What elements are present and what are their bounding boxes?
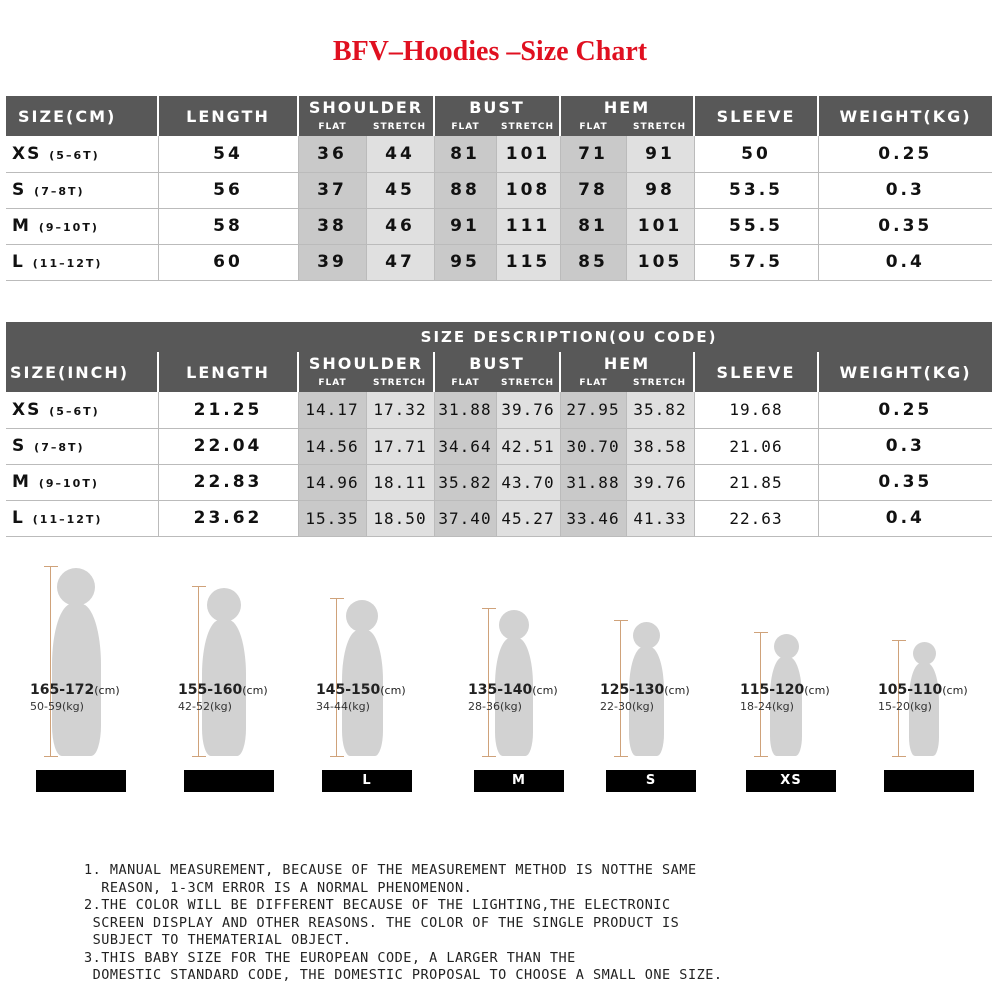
hem-stretch-cell: 101 [626, 208, 694, 244]
height-ruler [898, 640, 899, 756]
weight-value: 22-30 [600, 700, 632, 713]
sleeve-cell: 50 [694, 136, 818, 172]
weight-value: 50-59 [30, 700, 62, 713]
hem-flat-cell: 71 [560, 136, 626, 172]
size-figure [740, 562, 856, 802]
weight-cell: 0.25 [818, 392, 992, 428]
note-line: SUBJECT TO THEMATERIAL OBJECT. [84, 932, 352, 948]
shoulder-flat-cell: 14.96 [298, 464, 366, 500]
bust-stretch-cell: 45.27 [496, 500, 560, 536]
bust-stretch-cell: 115 [496, 244, 560, 280]
sleeve-cell: 55.5 [694, 208, 818, 244]
age-range: (7–8T) [34, 441, 85, 454]
weight-cell: 0.35 [818, 208, 992, 244]
hem-flat-cell: 27.95 [560, 392, 626, 428]
table-row [6, 500, 992, 536]
sleeve-cell: 19.68 [694, 392, 818, 428]
header-flat: FLAT [298, 374, 366, 392]
height-value: 155-160 [178, 682, 243, 698]
header-stretch: STRETCH [501, 378, 554, 388]
height-unit: (cm) [804, 684, 830, 697]
note-line: DOMESTIC STANDARD CODE, THE DOMESTIC PROPOSAL TO CHOOSE A SMALL ONE SIZE. [84, 967, 723, 983]
height-range-label [740, 682, 830, 698]
table-row [6, 136, 992, 172]
height-range-label [878, 682, 968, 698]
ruler-tick [754, 632, 768, 633]
hem-stretch-cell: 105 [626, 244, 694, 280]
shoulder-flat-cell: 39 [298, 244, 366, 280]
note-line: REASON, 1-3CM ERROR IS A NORMAL PHENOMENON. [84, 879, 473, 896]
hem-stretch-cell: 91 [626, 136, 694, 172]
weight-cell: 0.3 [818, 172, 992, 208]
shoulder-stretch-cell: 17.71 [366, 428, 434, 464]
hem-stretch-cell: 35.82 [626, 392, 694, 428]
height-value: 125-130 [600, 682, 665, 698]
ruler-tick [614, 620, 628, 621]
shoulder-stretch-cell: 18.50 [366, 500, 434, 536]
age-range: (11–12T) [32, 257, 103, 270]
header-hem: HEM [560, 96, 694, 118]
size-tag-bar: M [474, 770, 564, 792]
size-cell [6, 392, 158, 428]
weight-cell: 0.4 [818, 244, 992, 280]
hem-flat-cell: 33.46 [560, 500, 626, 536]
ruler-tick [44, 566, 58, 567]
weight-range-label [316, 700, 370, 713]
shoulder-stretch-cell: 17.32 [366, 392, 434, 428]
sleeve-cell: 21.06 [694, 428, 818, 464]
note-line: SCREEN DISPLAY AND OTHER REASONS. THE COLOR OF THE SINGLE PRODUCT IS [84, 914, 680, 931]
child-silhouette-head [207, 588, 241, 622]
shoulder-flat-cell: 37 [298, 172, 366, 208]
page-title: BFV–Hoodies –Size Chart [332, 36, 648, 67]
header-shoulder: SHOULDER [298, 352, 434, 374]
weight-value: 28-36 [468, 700, 500, 713]
bust-stretch-cell: 42.51 [496, 428, 560, 464]
table-row [6, 208, 992, 244]
hem-flat-cell: 81 [560, 208, 626, 244]
size-code: XS [12, 143, 42, 164]
height-ruler [198, 586, 199, 756]
age-range: (11–12T) [32, 513, 103, 526]
header-shoulder: SHOULDER [298, 96, 434, 118]
table-row [6, 464, 992, 500]
hem-stretch-cell: 39.76 [626, 464, 694, 500]
length-cell: 22.04 [158, 428, 298, 464]
child-silhouette-head [774, 634, 799, 659]
header-sleeve: SLEEVE [694, 96, 818, 136]
size-code: L [12, 252, 25, 272]
table-row [6, 244, 992, 280]
bust-stretch-cell: 108 [496, 172, 560, 208]
header-flat: FLAT [434, 374, 496, 392]
length-cell: 58 [158, 208, 298, 244]
size-cell [6, 208, 158, 244]
header-length: LENGTH [158, 352, 298, 392]
height-range-label [468, 682, 558, 698]
weight-unit: (kg) [209, 700, 232, 713]
child-silhouette-head [913, 642, 936, 665]
size-cell [6, 172, 158, 208]
weight-unit: (kg) [771, 700, 794, 713]
note-line: 2.THE COLOR WILL BE DIFFERENT BECAUSE OF THE LIGHTING,THE ELECTRONIC [84, 897, 671, 913]
size-code: M [12, 216, 31, 236]
size-chart-cm [6, 96, 992, 281]
size-figure [468, 562, 584, 802]
shoulder-flat-cell: 14.56 [298, 428, 366, 464]
header-weight: WEIGHT(KG) [818, 96, 992, 136]
size-code: S [12, 436, 27, 456]
length-cell: 56 [158, 172, 298, 208]
height-figures [0, 562, 1000, 802]
size-tag-bar [884, 770, 974, 792]
length-cell: 23.62 [158, 500, 298, 536]
age-range: (9–10T) [38, 477, 99, 490]
size-figure [178, 562, 294, 802]
header-flat: FLAT [560, 374, 626, 392]
header-stretch: STRETCH [501, 122, 554, 132]
notes [84, 862, 984, 985]
note-line: 3.THIS BABY SIZE FOR THE EUROPEAN CODE, A LARGER THAN THE [84, 949, 576, 966]
height-range-label [30, 682, 120, 698]
ruler-tick [330, 756, 344, 757]
size-figure [316, 562, 432, 802]
hem-flat-cell: 30.70 [560, 428, 626, 464]
weight-value: 18-24 [740, 700, 772, 713]
size-code: L [12, 508, 25, 528]
header-stretch: STRETCH [373, 378, 426, 388]
weight-unit: (kg) [631, 700, 654, 713]
weight-range-label [468, 700, 522, 713]
table-row [6, 172, 992, 208]
bust-flat-cell: 37.40 [434, 500, 496, 536]
shoulder-stretch-cell: 44 [366, 136, 434, 172]
length-cell: 54 [158, 136, 298, 172]
size-cell [6, 500, 158, 536]
height-value: 145-150 [316, 682, 381, 698]
length-cell: 60 [158, 244, 298, 280]
height-unit: (cm) [94, 684, 120, 697]
weight-range-label [178, 700, 232, 713]
shoulder-stretch-cell: 46 [366, 208, 434, 244]
shoulder-flat-cell: 38 [298, 208, 366, 244]
height-value: 165-172 [30, 682, 95, 698]
shoulder-flat-cell: 15.35 [298, 500, 366, 536]
bust-flat-cell: 34.64 [434, 428, 496, 464]
weight-unit: (kg) [499, 700, 522, 713]
weight-unit: (kg) [61, 700, 84, 713]
size-chart-inch [6, 322, 992, 537]
bust-flat-cell: 91 [434, 208, 496, 244]
height-unit: (cm) [242, 684, 268, 697]
hem-stretch-cell: 41.33 [626, 500, 694, 536]
height-unit: (cm) [942, 684, 968, 697]
note-line: 1. MANUAL MEASUREMENT, BECAUSE OF THE MEASUREMENT METHOD IS NOTTHE SAME [84, 862, 697, 878]
ruler-tick [754, 756, 768, 757]
length-cell: 21.25 [158, 392, 298, 428]
size-cell [6, 464, 158, 500]
weight-cell: 0.4 [818, 500, 992, 536]
header-size: SIZE(INCH) [10, 362, 130, 382]
height-unit: (cm) [532, 684, 558, 697]
weight-cell: 0.25 [818, 136, 992, 172]
height-value: 135-140 [468, 682, 533, 698]
header-stretch: STRETCH [373, 122, 426, 132]
sleeve-cell: 21.85 [694, 464, 818, 500]
bust-flat-cell: 35.82 [434, 464, 496, 500]
sleeve-cell: 57.5 [694, 244, 818, 280]
header-stretch: STRETCH [633, 378, 686, 388]
shoulder-flat-cell: 36 [298, 136, 366, 172]
size-tag-bar [36, 770, 126, 792]
ruler-tick [482, 608, 496, 609]
size-code: M [12, 472, 31, 492]
weight-cell: 0.35 [818, 464, 992, 500]
size-cell [6, 428, 158, 464]
size-description-bar: SIZE DESCRIPTION(OU CODE) [420, 328, 718, 346]
ruler-tick [614, 756, 628, 757]
child-silhouette-head [346, 600, 378, 632]
child-silhouette-head [57, 568, 95, 606]
header-length: LENGTH [158, 96, 298, 136]
bust-flat-cell: 95 [434, 244, 496, 280]
header-flat: FLAT [434, 118, 496, 136]
header-bust: BUST [434, 352, 560, 374]
shoulder-stretch-cell: 47 [366, 244, 434, 280]
bust-stretch-cell: 111 [496, 208, 560, 244]
header-flat: FLAT [560, 118, 626, 136]
weight-value: 15-20 [878, 700, 910, 713]
height-range-label [316, 682, 406, 698]
weight-range-label [740, 700, 794, 713]
header-flat: FLAT [298, 118, 366, 136]
age-range: (7–8T) [34, 185, 85, 198]
ruler-tick [192, 586, 206, 587]
bust-stretch-cell: 39.76 [496, 392, 560, 428]
length-cell: 22.83 [158, 464, 298, 500]
weight-value: 42-52 [178, 700, 210, 713]
age-range: (9–10T) [38, 221, 99, 234]
size-figure [30, 562, 146, 802]
ruler-tick [330, 598, 344, 599]
child-silhouette-head [633, 622, 660, 649]
size-tag-bar [184, 770, 274, 792]
height-range-label [178, 682, 268, 698]
ruler-tick [192, 756, 206, 757]
hem-flat-cell: 31.88 [560, 464, 626, 500]
hem-flat-cell: 78 [560, 172, 626, 208]
shoulder-flat-cell: 14.17 [298, 392, 366, 428]
ruler-tick [482, 756, 496, 757]
bust-flat-cell: 81 [434, 136, 496, 172]
bust-flat-cell: 31.88 [434, 392, 496, 428]
weight-range-label [878, 700, 932, 713]
bust-stretch-cell: 43.70 [496, 464, 560, 500]
size-tag-bar: XS [746, 770, 836, 792]
size-tag-bar: L [322, 770, 412, 792]
size-tag-bar: S [606, 770, 696, 792]
size-cell [6, 136, 158, 172]
header-size: SIZE(CM) [18, 106, 117, 126]
header-sleeve: SLEEVE [694, 352, 818, 392]
height-range-label [600, 682, 690, 698]
header-hem: HEM [560, 352, 694, 374]
child-silhouette-icon [52, 604, 101, 756]
weight-cell: 0.3 [818, 428, 992, 464]
weight-unit: (kg) [909, 700, 932, 713]
weight-unit: (kg) [347, 700, 370, 713]
age-range: (5–6T) [49, 148, 100, 162]
bust-flat-cell: 88 [434, 172, 496, 208]
header-stretch: STRETCH [633, 122, 686, 132]
bust-stretch-cell: 101 [496, 136, 560, 172]
ruler-tick [44, 756, 58, 757]
sleeve-cell: 22.63 [694, 500, 818, 536]
weight-range-label [30, 700, 84, 713]
hem-stretch-cell: 38.58 [626, 428, 694, 464]
sleeve-cell: 53.5 [694, 172, 818, 208]
shoulder-stretch-cell: 18.11 [366, 464, 434, 500]
height-unit: (cm) [380, 684, 406, 697]
height-value: 105-110 [878, 682, 943, 698]
child-silhouette-head [499, 610, 529, 640]
table-row [6, 428, 992, 464]
hem-stretch-cell: 98 [626, 172, 694, 208]
table-row [6, 392, 992, 428]
ruler-tick [892, 756, 906, 757]
size-code: S [12, 180, 27, 200]
ruler-tick [892, 640, 906, 641]
size-cell [6, 244, 158, 280]
height-value: 115-120 [740, 682, 805, 698]
weight-range-label [600, 700, 654, 713]
size-figure [600, 562, 716, 802]
header-bust: BUST [434, 96, 560, 118]
age-range: (5–6T) [49, 404, 100, 418]
height-ruler [336, 598, 337, 756]
weight-value: 34-44 [316, 700, 348, 713]
size-figure [878, 562, 994, 802]
height-ruler [50, 566, 51, 756]
size-code: XS [12, 399, 42, 420]
height-unit: (cm) [664, 684, 690, 697]
shoulder-stretch-cell: 45 [366, 172, 434, 208]
hem-flat-cell: 85 [560, 244, 626, 280]
header-weight: WEIGHT(KG) [818, 352, 992, 392]
